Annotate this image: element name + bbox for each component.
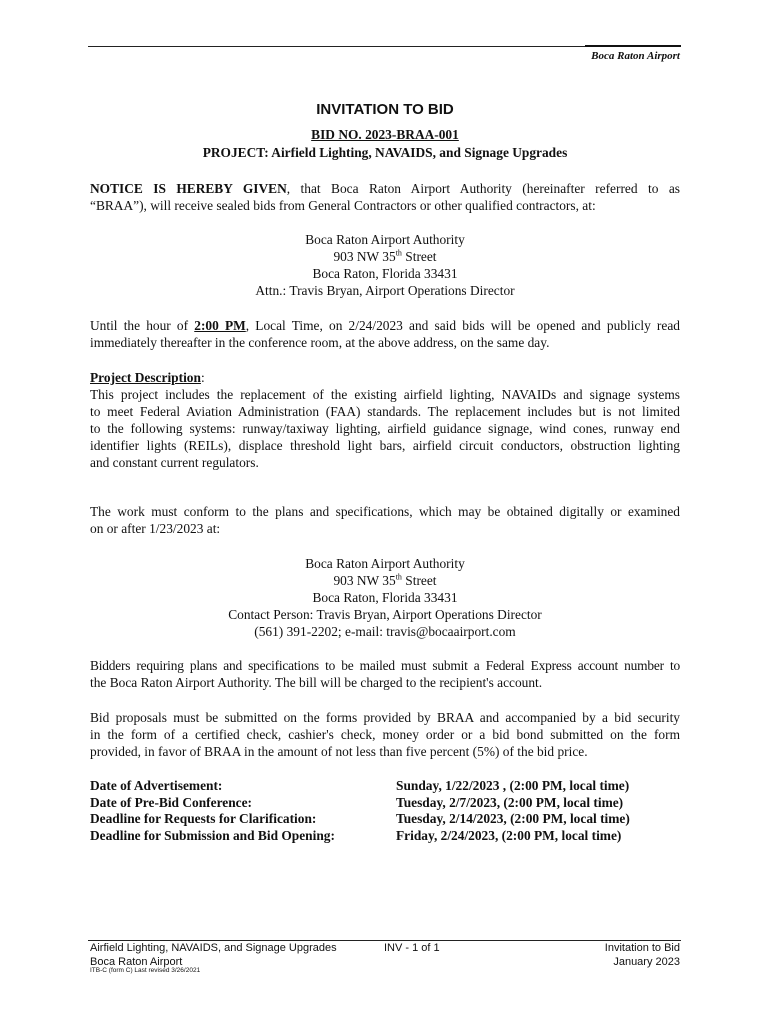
address-block-2: [0, 555, 770, 640]
notice-line1: , that Boca Raton Airport Authority (hereinafter referred to as: [286, 181, 680, 196]
address2-city: Boca Raton, Florida 33431: [312, 590, 458, 605]
address2-contact: Contact Person: Travis Bryan, Airport Operations Director: [228, 607, 542, 622]
description-line: to the following systems: runway/taxiway lighting, airfield guidance signage, wind cones, runway end: [90, 421, 680, 436]
header-org: Boca Raton Airport: [591, 50, 680, 62]
proposals-paragraph: Bid proposals must be submitted on the forms provided by BRAA and accompanied by a bid security in the form of a certified check, cashier's check, money order or a bid bond submitted on the form provided, in favor of BRAA in the amount of not less than five percent (5%) of the bid price.: [90, 710, 680, 759]
footer-page-number: INV - 1 of 1: [384, 942, 440, 954]
address1-attn: Attn.: Travis Bryan, Airport Operations Director: [255, 283, 515, 298]
address2-phone: (561) 391-2202; e-mail: travis@bocaairport.com: [254, 624, 516, 639]
until-paragraph: Until the hour of 2:00 PM, Local Time, on 2/24/2023 and said bids will be opened and publicly read immediately thereafter in the conference room, at the above address, on the same day.: [90, 318, 680, 350]
address2-name: Boca Raton Airport Authority: [305, 556, 465, 571]
until-line2: immediately thereafter in the conference room, at the above address, on the same day.: [90, 335, 550, 350]
date-row: Date of Pre-Bid Conference: Tuesday, 2/7/2023, (2:00 PM, local time): [90, 794, 624, 810]
bid-time: 2:00 PM: [194, 318, 246, 333]
project-description: Project Description: This project includes the replacement of the existing airfield lighting, NAVAIDs and signage systems to meet Federal Aviation Administration (FAA) standards. The replacement includes but is not limited to the following systems: runway/taxiway lighting, airfield guidance signage, wind cones, runway end identifier lights (REILs), displace threshold light bars, airfield circuit conductors, obstruction lighting and constant current regulators.: [90, 370, 680, 470]
project-title: PROJECT: Airfield Lighting, NAVAIDS, and Signage Upgrades: [202, 145, 568, 160]
description-line: and constant current regulators.: [90, 455, 259, 470]
project-description-heading: Project Description: [90, 370, 201, 385]
notice-line2: “BRAA”), will receive sealed bids from General Contractors or other qualified contractors, at:: [90, 198, 596, 213]
bid-number: BID NO. 2023-BRAA-001: [311, 127, 459, 142]
address2-street: 903 NW 35th Street: [333, 572, 437, 588]
notice-paragraph: [90, 180, 680, 214]
bidders-paragraph: Bidders requiring plans and specifications to be mailed must submit a Federal Express account number to the Boca Raton Airport Authority. The bill will be charged to the recipient's account.: [90, 658, 680, 690]
footer-form-revision: ITB-C (form C) Last revised 3/26/2021: [90, 967, 201, 974]
description-line: to meet Federal Aviation Administration (FAA) standards. The replacement includes but is not limited: [90, 404, 680, 419]
key-dates-table: [90, 778, 680, 844]
date-row: Deadline for Submission and Bid Opening: Friday, 2/24/2023, (2:00 PM, local time): [90, 827, 622, 843]
footer-right: Invitation to Bid January 2023: [604, 942, 680, 968]
header-rule-accent: [585, 45, 681, 47]
footer-left: Airfield Lighting, NAVAIDS, and Signage Upgrades Boca Raton Airport: [90, 942, 337, 968]
notice-lead: NOTICE IS HEREBY GIVEN: [90, 181, 287, 196]
address1-street: 903 NW 35th Street: [333, 248, 437, 264]
footer-rule: [88, 940, 681, 941]
date-row: Deadline for Requests for Clarification: Tuesday, 2/14/2023, (2:00 PM, local time): [90, 811, 630, 826]
address1-name: Boca Raton Airport Authority: [305, 232, 465, 247]
address-block-1: [0, 231, 770, 299]
address1-city: Boca Raton, Florida 33431: [312, 266, 458, 281]
description-line: This project includes the replacement of the existing airfield lighting, NAVAIDs and signage systems: [90, 387, 680, 402]
page-title: INVITATION TO BID: [316, 101, 454, 118]
date-row: Date of Advertisement: Sunday, 1/22/2023 , (2:00 PM, local time): [90, 778, 630, 793]
conform-paragraph: The work must conform to the plans and specifications, which may be obtained digitally or examined on or after 1/23/2023 at:: [90, 504, 680, 536]
description-line: identifier lights (REILs), displace threshold light bars, airfield circuit conductors, obstruction lighting: [90, 438, 680, 453]
